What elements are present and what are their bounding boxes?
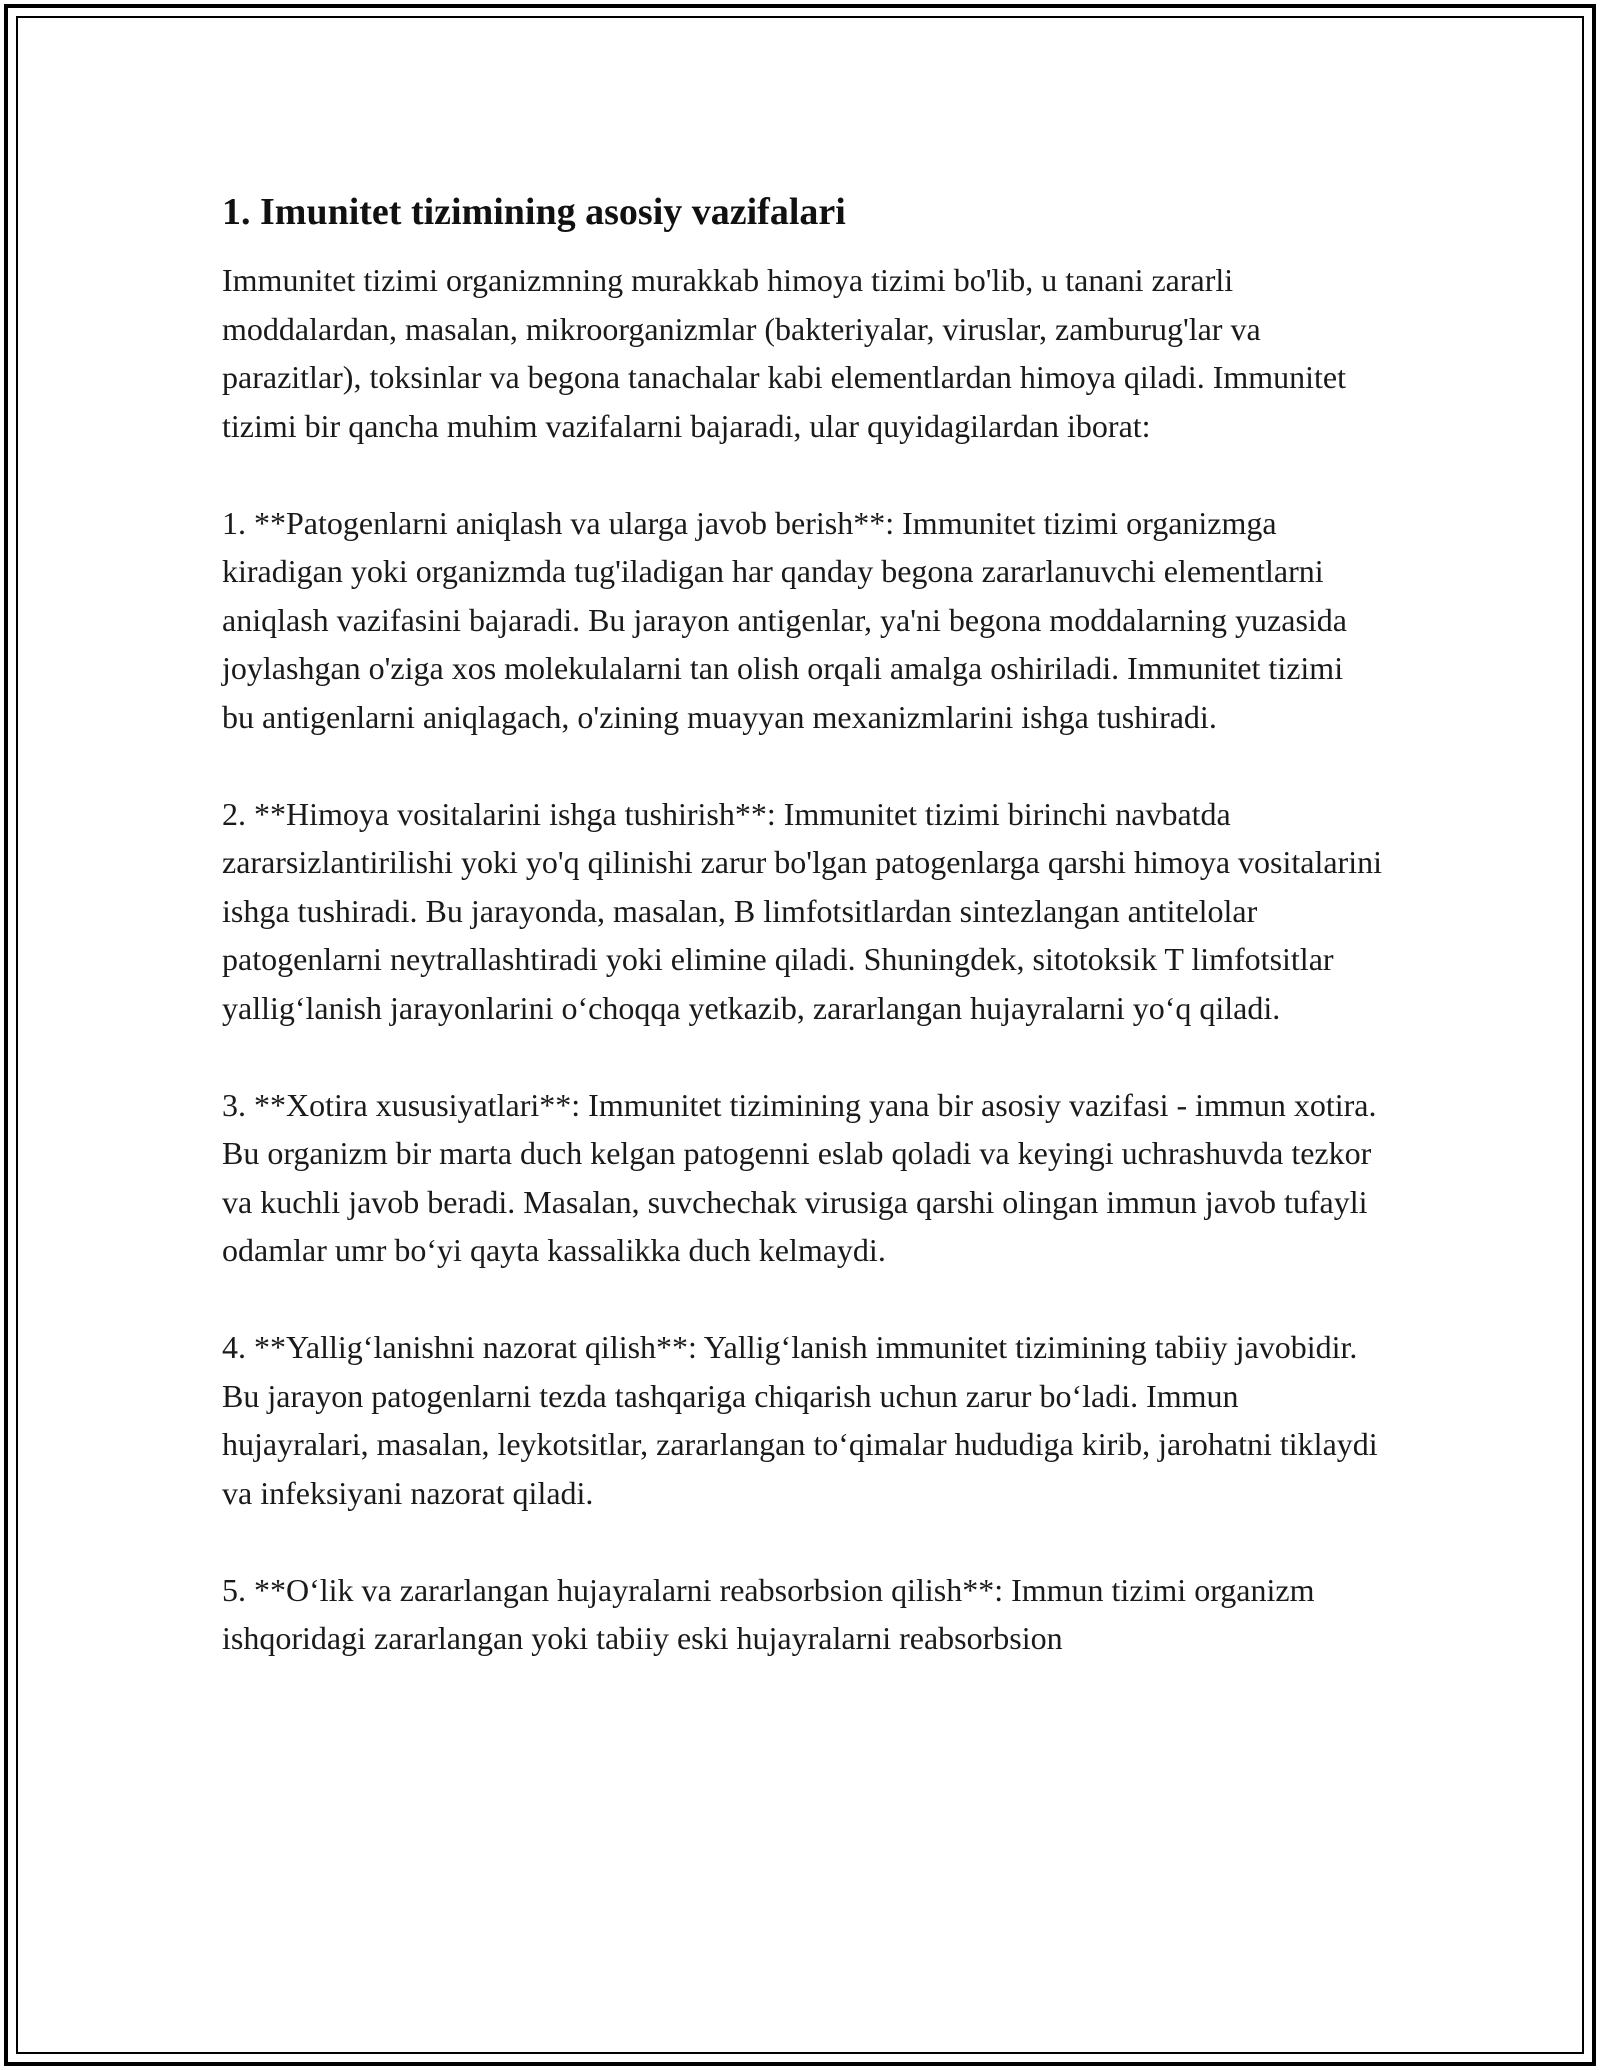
list-item-4-paragraph: 4. **Yallig‘lanishni nazorat qilish**: Yallig‘lanish immunitet tizimining tabiiy javobidir. Bu jarayon patogenlarni tezda tashqariga chiqarish uchun zarur bo‘ladi. Immun hujayralari, masalan, leykotsitlar, zararlangan to‘qimalar hududiga kirib, jarohatni tiklaydi va infeksiyani nazorat qiladi. [222, 1329, 1378, 1511]
list-item-2-paragraph: 2. **Himoya vositalarini ishga tushirish**: Immunitet tizimi birinchi navbatda zararsizlantirilishi yoki yo'q qilinishi zarur bo'lgan patogenlarga qarshi himoya vositalarini ishga tushiradi. Bu jarayonda, masalan, B limfotsitlardan sintezlangan antitelolar patogenlarni neytrallashtiradi yoki elimine qiladi. Shuningdek, sitotoksik T limfotsitlar yallig‘lanish jarayonlarini o‘choqqa yetkazib, zararlangan hujayralarni yo‘q qiladi. [222, 795, 1382, 1026]
section-heading: 1. Imunitet tizimining asosiy vazifalari [222, 191, 846, 233]
list-item-1-paragraph: 1. **Patogenlarni aniqlash va ularga javob berish**: Immunitet tizimi organizmga kiradigan yoki organizmda tug'iladigan har qanday begona zararlanuvchi elementlarni aniqlash vazifasini bajaradi. Bu jarayon antigenlar, ya'ni begona moddalarning yuzasida joylashgan o'ziga xos molekulalarni tan olish orqali amalga oshiriladi. Immunitet tizimi bu antigenlarni aniqlagach, o'zining muayyan mexanizmlarini ishga tushiradi. [222, 504, 1347, 735]
list-item-5-paragraph: 5. **O‘lik va zararlangan hujayralarni reabsorbsion qilish**: Immun tizimi organizm ishqoridagi zararlangan yoki tabiiy eski hujayralarni reabsorbsion [222, 1571, 1315, 1656]
list-item-3-paragraph: 3. **Xotira xususiyatlari**: Immunitet tizimining yana bir asosiy vazifasi - immun xotira. Bu organizm bir marta duch kelgan patogenni eslab qoladi va keyingi uchrashuvda tezkor va kuchli javob beradi. Masalan, suvchechak virusiga qarshi olingan immun javob tufayli odamlar umr bo‘yi qayta kassalikka duch kelmaydi. [222, 1086, 1377, 1268]
intro-paragraph: Immunitet tizimi organizmning murakkab himoya tizimi bo'lib, u tanani zararli moddalardan, masalan, mikroorganizmlar (bakteriyalar, viruslar, zamburug'lar va parazitlar), toksinlar va begona tanachalar kabi elementlardan himoya qiladi. Immunitet tizimi bir qancha muhim vazifalarni bajaradi, ular quyidagilardan iborat: [222, 262, 1346, 444]
document-body [222, 188, 1382, 1663]
